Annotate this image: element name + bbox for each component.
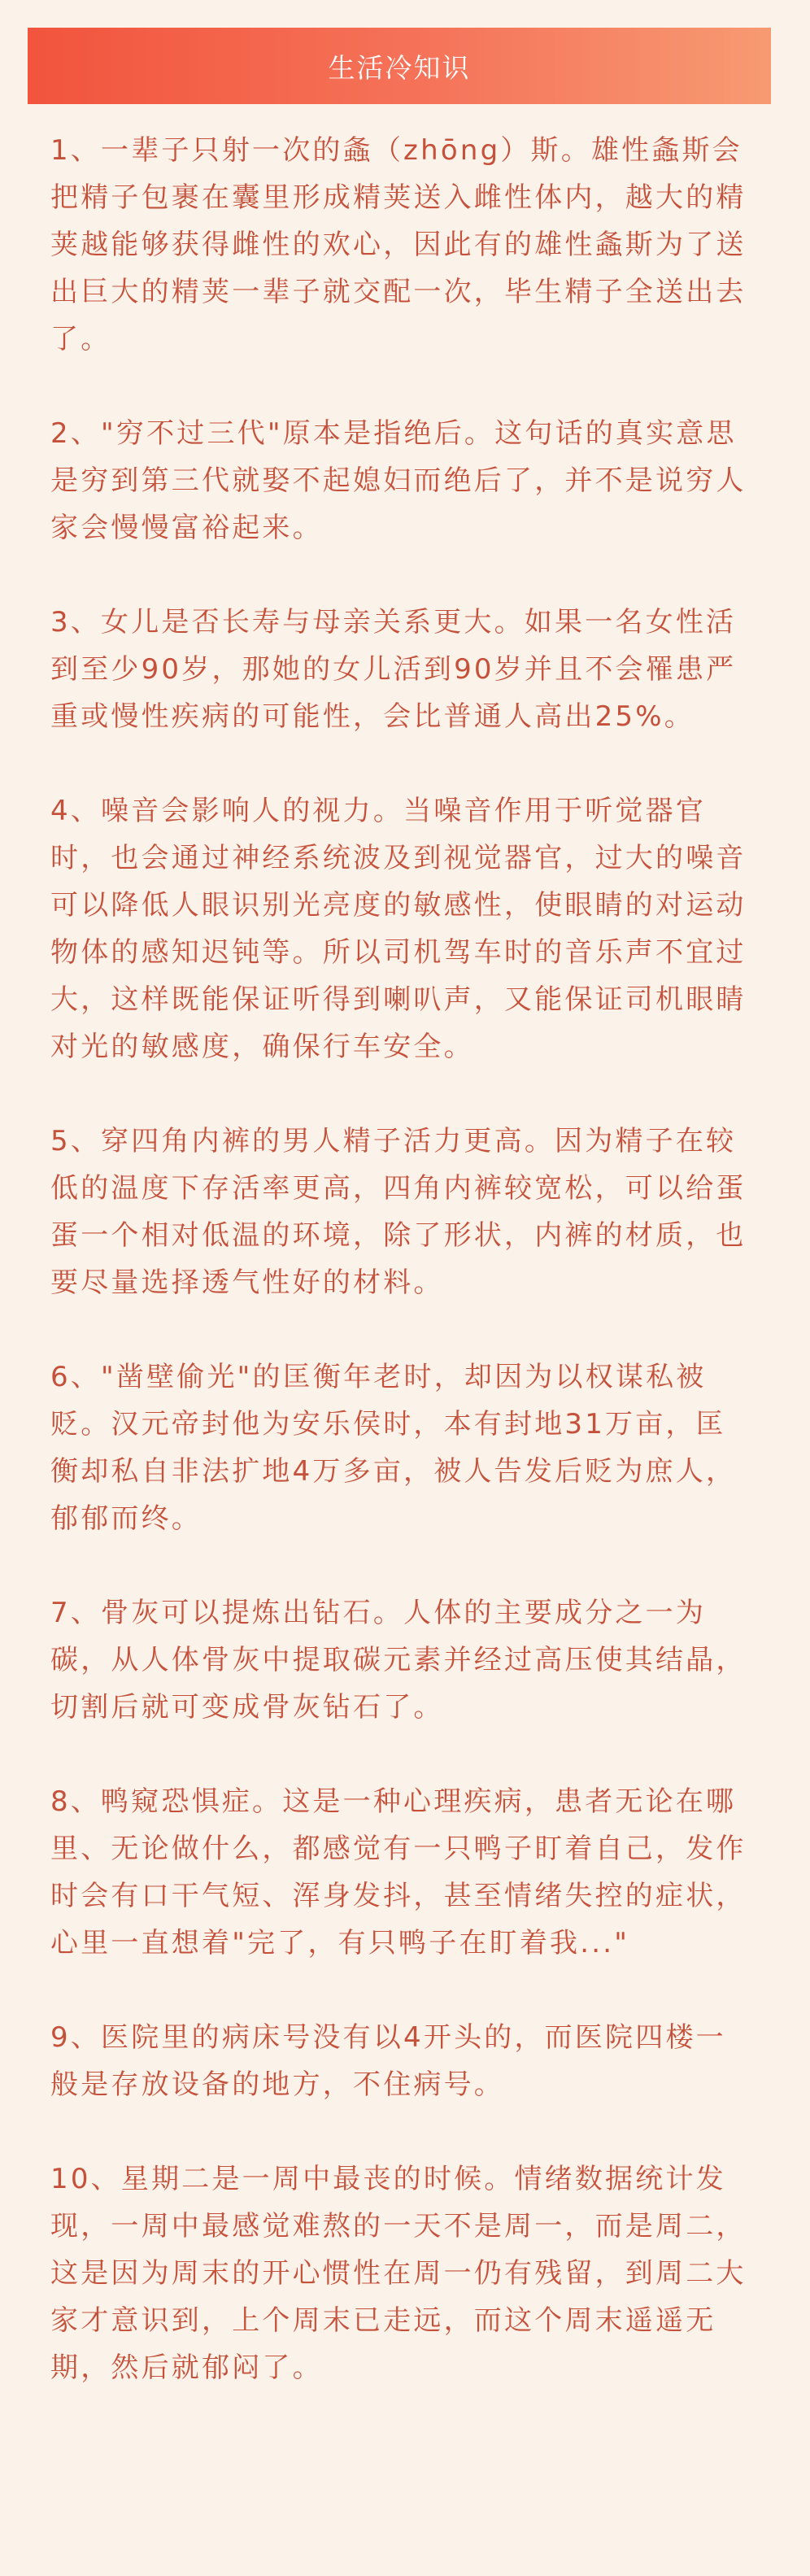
section-header-banner: [28, 28, 771, 104]
fact-item-6: 6、"凿壁偷光"的匡衡年老时，却因为以权谋私被贬。汉元帝封他为安乐侯时，本有封地31万亩，匡衡却私自非法扩地4万多亩，被人告发后贬为庶人，郁郁而终。: [50, 1361, 737, 1535]
fact-item-7: 7、骨灰可以提炼出钻石。人体的主要成分之一为碳，从人体骨灰中提取碳元素并经过高压使其结晶，切割后就可变成骨灰钻石了。: [50, 1597, 747, 1724]
fact-item-4: 4、噪音会影响人的视力。当噪音作用于听觉器官时，也会通过神经系统波及到视觉器官，过大的噪音可以降低人眼识别光亮度的敏感性，使眼睛的对运动物体的感知迟钝等。所以司机驾车时的音乐声不宜过大，这样既能保证听得到喇叭声，又能保证司机眼睛对光的敏感度，确保行车安全。: [50, 795, 747, 1063]
fact-item-3: 3、女儿是否长寿与母亲关系更大。如果一名女性活到至少90岁，那她的女儿活到90岁并且不会罹患严重或慢性疾病的可能性，会比普通人高出25%。: [50, 606, 737, 733]
page-title: 生活冷知识: [328, 51, 471, 84]
fact-item-1: 1、一辈子只射一次的螽（zhōng）斯。雄性螽斯会把精子包裹在囊里形成精荚送入雌性体内，越大的精荚越能够获得雌性的欢心，因此有的雄性螽斯为了送出巨大的精荚一辈子就交配一次，毕生精子全送出去了。: [50, 134, 747, 355]
fact-item-10: 10、星期二是一周中最丧的时候。情绪数据统计发现，一周中最感觉难熬的一天不是周一，而是周二，这是因为周末的开心惯性在周一仍有残留，到周二大家才意识到，上个周末已走远，而这个周末遥遥无期，然后就郁闷了。: [50, 2163, 747, 2384]
fact-item-5: 5、穿四角内裤的男人精子活力更高。因为精子在较低的温度下存活率更高，四角内裤较宽松，可以给蛋蛋一个相对低温的环境，除了形状，内裤的材质，也要尽量选择透气性好的材料。: [50, 1125, 747, 1299]
fact-item-8: 8、鸭窥恐惧症。这是一种心理疾病，患者无论在哪里、无论做什么，都感觉有一只鸭子盯着自己，发作时会有口干气短、浑身发抖，甚至情绪失控的症状，心里一直想着"完了，有只鸭子在盯着我...": [50, 1785, 747, 1959]
article-body: [50, 127, 756, 2439]
fact-item-9: 9、医院里的病床号没有以4开头的，而医院四楼一般是存放设备的地方，不住病号。: [50, 2021, 726, 2101]
fact-item-2: 2、"穷不过三代"原本是指绝后。这句话的真实意思是穷到第三代就娶不起媳妇而绝后了，并不是说穷人家会慢慢富裕起来。: [50, 417, 747, 544]
